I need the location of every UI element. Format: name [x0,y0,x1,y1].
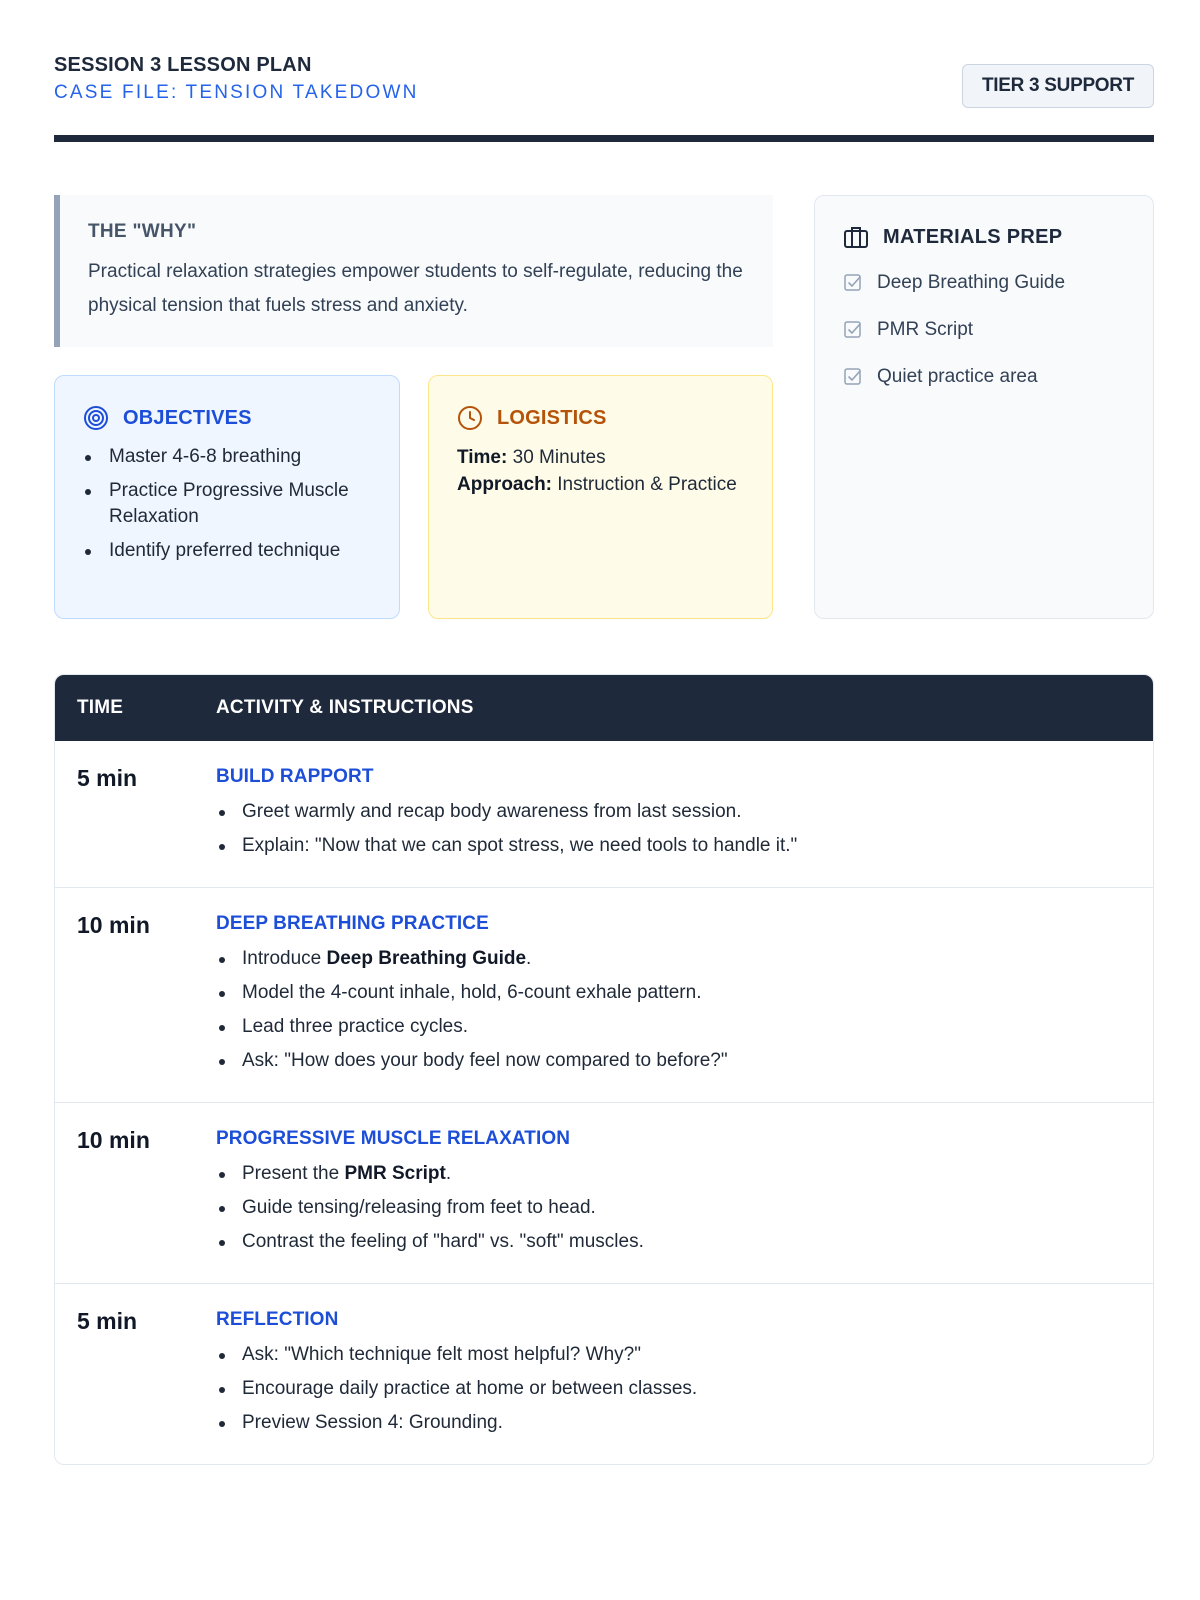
schedule-body [55,741,1153,1464]
material-label: Deep Breathing Guide [877,272,1066,293]
list-item [216,1338,1153,1372]
list-item: Identify preferred technique [83,538,371,564]
step-text: Greet warmly and recap body awareness from last session. [242,801,742,822]
activity-steps [216,1338,1153,1440]
column-header-time: TIME [77,697,124,718]
row-time: 5 min [77,1308,138,1334]
logistics-card [428,375,773,619]
why-section [54,195,773,347]
material-item [843,315,1125,345]
activity-title: BUILD RAPPORT [216,766,374,787]
materials-title: MATERIALS PREP [883,225,1063,248]
row-time: 5 min [77,765,138,791]
step-text: Explain: "Now that we can spot stress, we need tools to handle it." [242,835,798,856]
list-item: Master 4-6-8 breathing [83,444,371,470]
page-header [54,52,1154,142]
list-item [216,1157,1153,1191]
materials-card [814,195,1154,619]
step-text: Contrast the feeling of "hard" vs. "soft" muscles. [242,1231,644,1252]
row-time: 10 min [77,912,150,938]
list-item [216,1372,1153,1406]
logistics-details [457,444,744,498]
why-text: Practical relaxation strategies empower students to self-regulate, reducing the physical tension that fuels stress and anxiety. [88,261,743,316]
activity-title: REFLECTION [216,1309,339,1330]
step-text: Present the [242,1163,345,1184]
table-row [55,887,1153,1102]
step-text: Encourage daily practice at home or between classes. [242,1378,698,1399]
list-item [216,795,1153,829]
step-text: Ask: "Which technique felt most helpful? Why?" [242,1344,641,1365]
time-label: Time: [457,447,508,468]
why-title: THE "WHY" [88,221,197,242]
material-item [843,362,1125,392]
list-item: Practice Progressive Muscle Relaxation [83,478,371,530]
list-item [216,1191,1153,1225]
list-item [216,1010,1153,1044]
row-activity [216,765,1153,863]
logistics-time [457,444,744,471]
materials-list [843,268,1125,392]
list-item [216,1406,1153,1440]
activity-steps [216,1157,1153,1259]
step-text: Lead three practice cycles. [242,1016,469,1037]
step-text: . [445,1163,452,1184]
activity-title: DEEP BREATHING PRACTICE [216,913,489,934]
logistics-title: LOGISTICS [497,406,607,429]
row-activity [216,912,1153,1078]
schedule-header [55,675,1153,741]
objectives-list [83,444,371,564]
activity-steps [216,942,1153,1078]
page-title: SESSION 3 LESSON PLAN [54,54,312,76]
table-row [55,741,1153,887]
approach-label: Approach: [457,474,552,495]
list-item [216,829,1153,863]
material-reference: Deep Breathing Guide [326,948,527,969]
objectives-title: OBJECTIVES [123,406,252,429]
material-item [843,268,1125,298]
page-subtitle: CASE FILE: TENSION TAKEDOWN [54,82,419,103]
briefcase-icon [843,224,869,250]
activity-title: PROGRESSIVE MUSCLE RELAXATION [216,1128,571,1149]
table-row [55,1102,1153,1283]
step-text: Guide tensing/releasing from feet to head. [242,1197,596,1218]
checkbox-icon [843,273,863,293]
row-time: 10 min [77,1127,150,1153]
list-item [216,942,1153,976]
checkbox-icon [843,367,863,387]
step-text: Model the 4-count inhale, hold, 6-count exhale pattern. [242,982,702,1003]
material-reference: PMR Script [344,1163,446,1184]
objectives-card [54,375,400,619]
time-value: 30 Minutes [512,447,606,468]
step-text: . [526,948,532,969]
materials-header [843,222,1125,252]
row-activity [216,1127,1153,1259]
list-item [216,1044,1153,1078]
row-activity [216,1308,1153,1440]
table-row [55,1283,1153,1464]
tier-badge: TIER 3 SUPPORT [962,64,1154,108]
logistics-approach [457,471,744,498]
header-divider [54,135,1154,142]
logistics-header [457,404,744,432]
step-text: Preview Session 4: Grounding. [242,1412,503,1433]
material-label: Quiet practice area [877,366,1038,387]
list-item [216,976,1153,1010]
step-text: Ask: "How does your body feel now compared to before?" [242,1050,728,1071]
column-header-activity: ACTIVITY & INSTRUCTIONS [216,697,474,718]
activity-steps [216,795,1153,863]
objectives-header [83,404,371,432]
target-icon [83,405,109,431]
schedule-table [54,674,1154,1465]
step-text: Introduce [242,948,327,969]
approach-value: Instruction & Practice [557,474,737,495]
material-label: PMR Script [877,319,974,340]
list-item [216,1225,1153,1259]
clock-icon [457,405,483,431]
checkbox-icon [843,320,863,340]
